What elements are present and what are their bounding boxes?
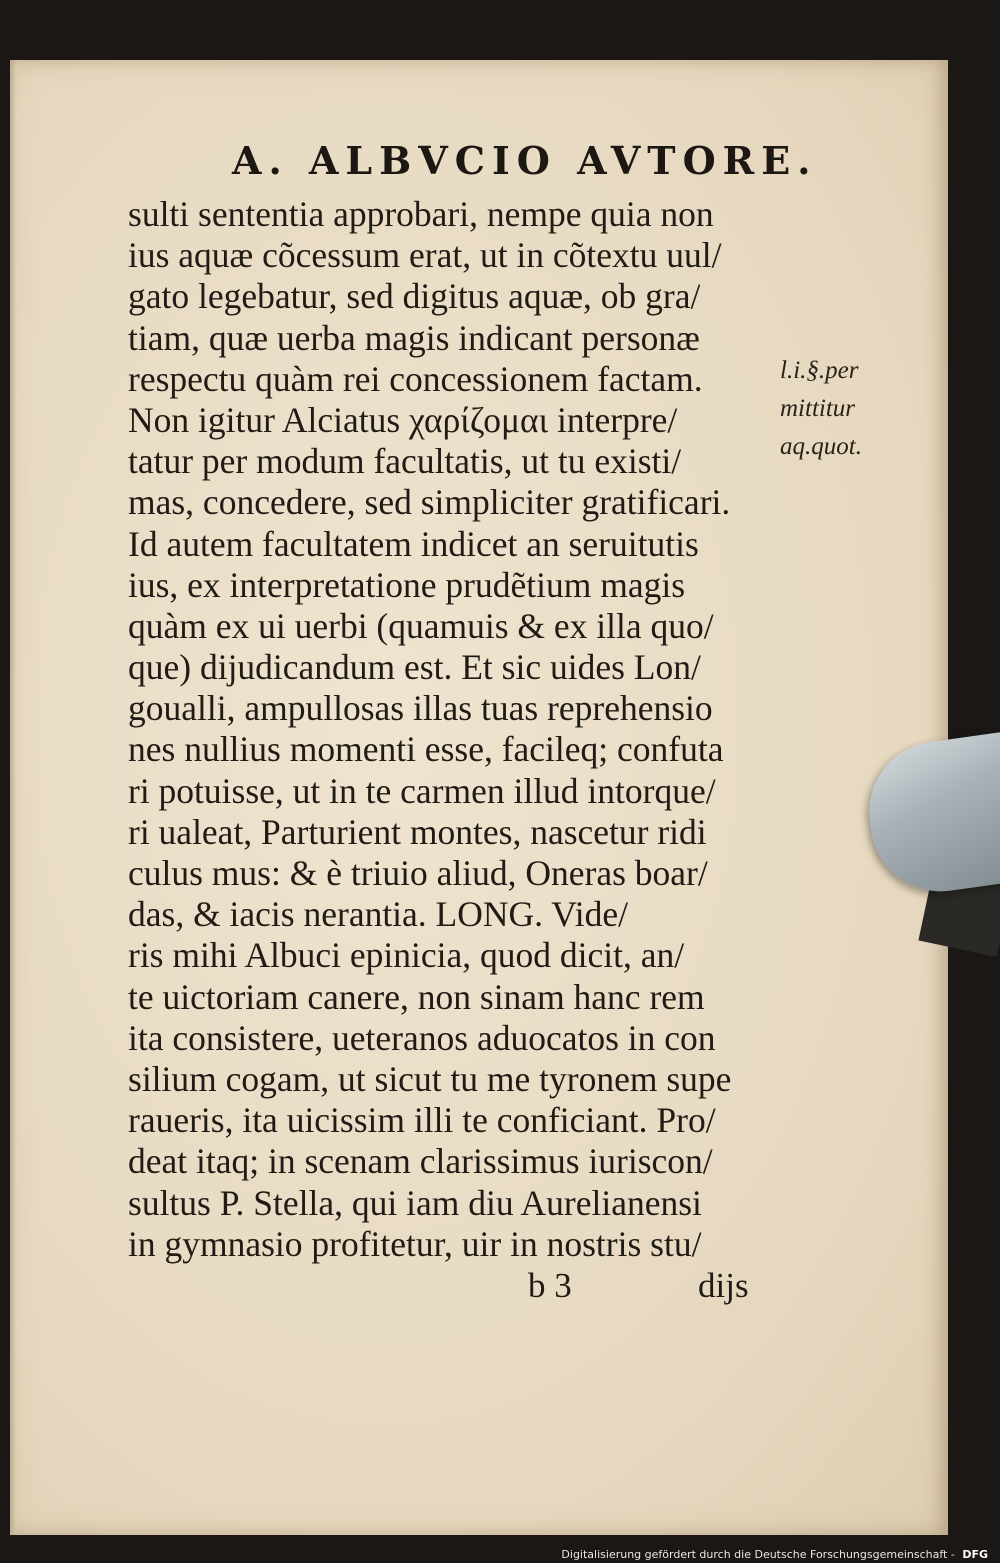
text-line: das, & iacis nerantia. LONG. Vide/ — [128, 894, 628, 935]
running-header: A. ALBVCIO AVTORE. — [232, 138, 818, 183]
text-line: silium cogam, ut sicut tu me tyronem supe — [128, 1058, 732, 1099]
margin-note-line: mittitur — [780, 395, 856, 422]
dfg-logo: DFG — [962, 1548, 988, 1561]
margin-note — [780, 352, 862, 466]
text-line: tatur per modum facultatis, ut tu existi/ — [128, 441, 682, 482]
catchword: dijs — [698, 1266, 749, 1305]
text-line: goualli, ampullosas illas tuas reprehensio — [128, 688, 713, 729]
text-line: in gymnasio profitetur, uir in nostris stu/ — [128, 1223, 702, 1264]
page-gutter-shadow — [10, 60, 16, 1535]
text-line: sulti sententia approbari, nempe quia non — [128, 194, 714, 234]
text-line: Non igitur Alciatus χαρίζομαι interpre/ — [128, 399, 678, 440]
text-line: tiam, quæ uerba magis indicant personæ — [128, 317, 700, 358]
text-line: culus mus: & è triuio aliud, Oneras boar/ — [128, 853, 708, 893]
text-line: deat itaq; in scenam clarissimus iuriscon/ — [128, 1141, 713, 1182]
text-line: raueris, ita uicissim illi te conficiant. Pro/ — [128, 1100, 716, 1141]
credit-text: Digitalisierung gefördert durch die Deutsche Forschungsgemeinschaft - — [561, 1548, 955, 1561]
text-line: sultus P. Stella, qui iam diu Aurelianensi — [128, 1182, 702, 1223]
text-line: respectu quàm rei concessionem factam. — [128, 358, 703, 399]
signature-mark: b 3 — [528, 1266, 572, 1305]
text-line: Id autem facultatem indicet an seruitutis — [128, 523, 699, 564]
text-line: ita consistere, ueteranos aduocatos in con — [128, 1017, 716, 1058]
text-line: ius, ex interpretatione prudẽtium magis — [128, 564, 686, 605]
digitization-credit — [561, 1548, 988, 1561]
text-line: ri potuisse, ut in te carmen illud intorque/ — [128, 770, 716, 811]
text-line: nes nullius momenti esse, facileq; confuta — [128, 729, 724, 770]
margin-note-line: l.i.§.per — [780, 357, 859, 384]
text-line: que) dijudicandum est. Et sic uides Lon/ — [128, 647, 701, 688]
text-line: ris mihi Albuci epinicia, quod dicit, an/ — [128, 935, 685, 976]
text-line: gato legebatur, sed digitus aquæ, ob gra/ — [128, 276, 701, 317]
text-line: te uictoriam canere, non sinam hanc rem — [128, 976, 705, 1017]
text-line: ius aquæ cõcessum erat, ut in cõtextu uul/ — [128, 235, 722, 276]
margin-note-line: aq.quot. — [780, 433, 862, 460]
body-text — [128, 194, 778, 1265]
text-line: quàm ex ui uerbi (quamuis & ex illa quo/ — [128, 605, 714, 646]
text-line: ri ualeat, Parturient montes, nascetur ridi — [128, 811, 707, 852]
text-line: mas, concedere, sed simpliciter gratificari. — [128, 482, 731, 523]
